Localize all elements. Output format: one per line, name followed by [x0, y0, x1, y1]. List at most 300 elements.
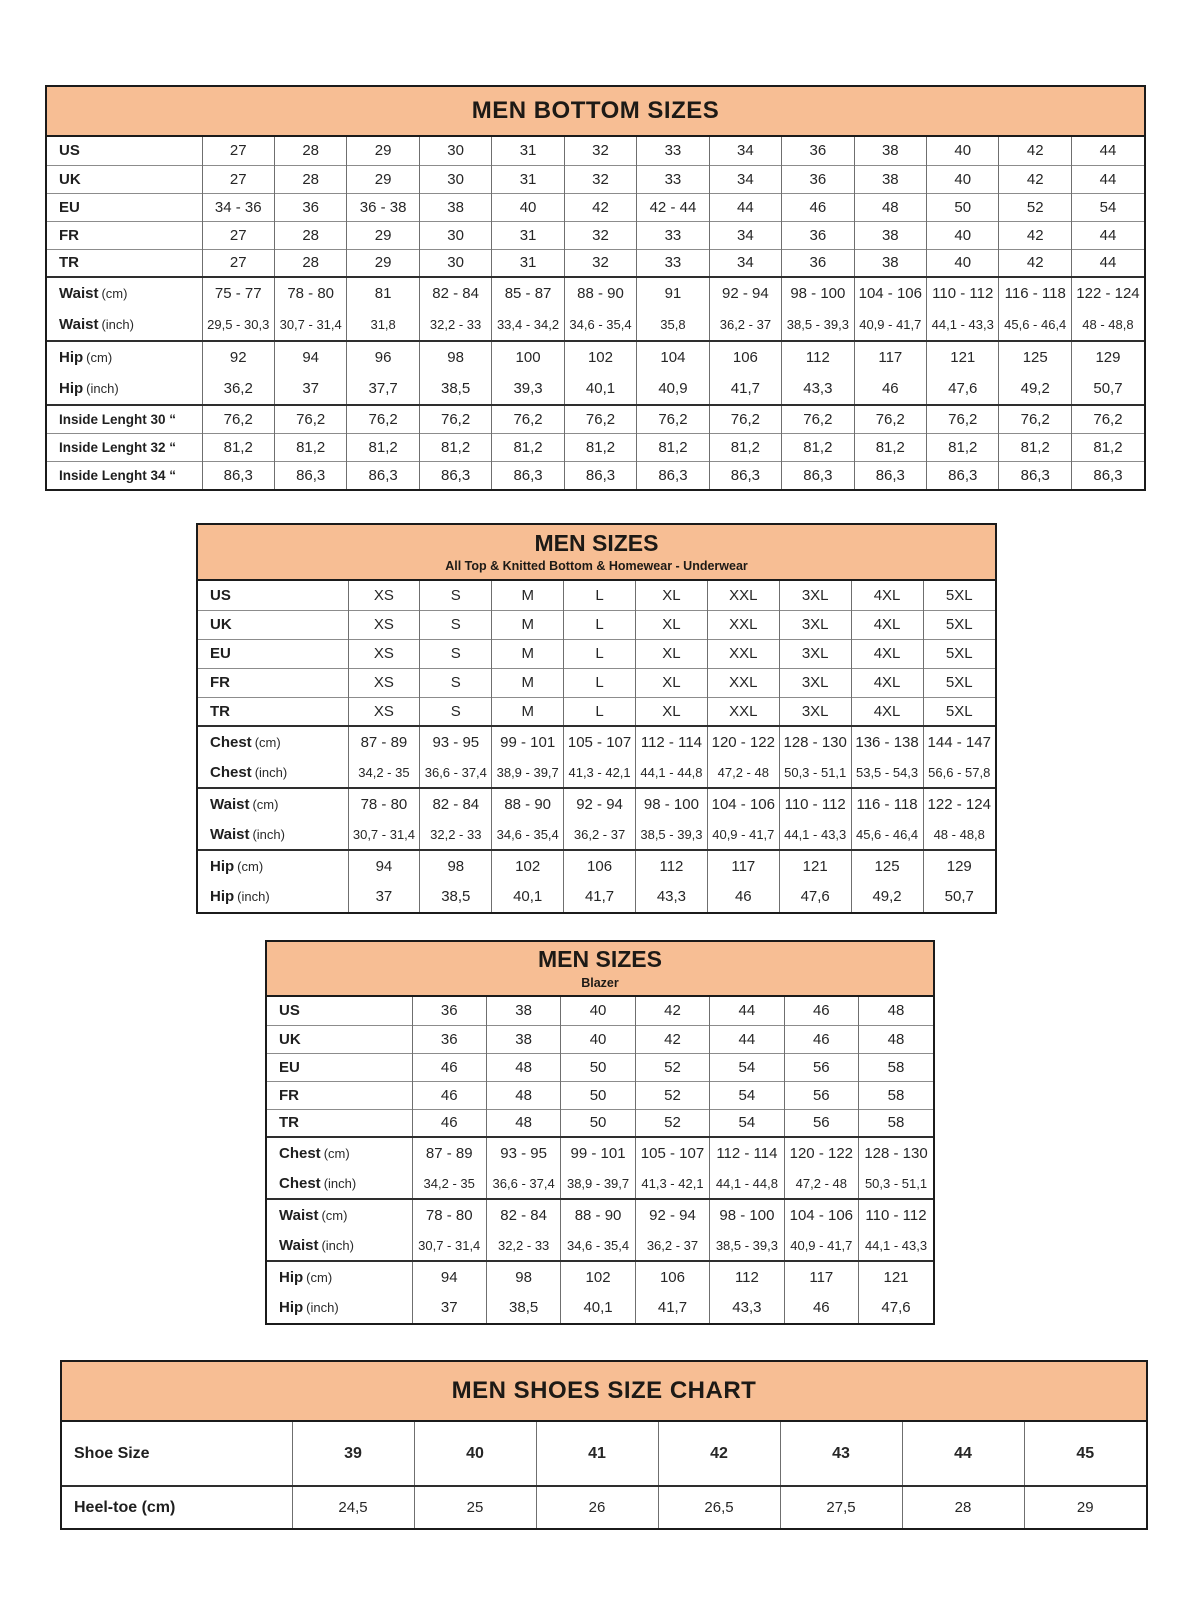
- row-label-unit: (inch): [86, 381, 119, 396]
- table-row: [267, 1025, 933, 1053]
- size-cell: 33,4 - 34,2: [492, 309, 564, 341]
- size-cell: 26: [536, 1486, 658, 1528]
- size-cell: 144 - 147: [923, 726, 995, 757]
- size-cell: 53,5 - 54,3: [851, 757, 923, 788]
- row-label: [47, 341, 202, 373]
- size-cell: 86,3: [1071, 461, 1144, 489]
- size-cell: 3XL: [779, 610, 851, 639]
- size-cell: 106: [564, 850, 636, 881]
- size-cell: 54: [710, 1081, 784, 1109]
- size-cell: 38,5: [419, 373, 491, 405]
- size-cell: 34,6 - 35,4: [564, 309, 636, 341]
- size-cell: 121: [859, 1261, 933, 1292]
- row-label: [47, 249, 202, 277]
- size-cell: 92 - 94: [635, 1199, 709, 1230]
- size-cell: 87 - 89: [412, 1137, 486, 1168]
- row-label-text: Waist: [59, 316, 99, 333]
- size-cell: 29: [347, 165, 419, 193]
- table-row: [267, 1137, 933, 1168]
- table-row: [267, 997, 933, 1025]
- row-label-text: Waist: [279, 1236, 319, 1254]
- size-cell: 56,6 - 57,8: [923, 757, 995, 788]
- size-cell: 29: [347, 249, 419, 277]
- size-cell: 94: [274, 341, 346, 373]
- size-cell: 30,7 - 31,4: [412, 1230, 486, 1261]
- table-row: [198, 697, 995, 726]
- size-cell: 37,7: [347, 373, 419, 405]
- size-cell: XL: [636, 581, 708, 610]
- size-cell: 3XL: [779, 581, 851, 610]
- size-cell: 50: [927, 193, 999, 221]
- row-label: [47, 137, 202, 165]
- size-cell: L: [564, 639, 636, 668]
- size-cell: 46: [412, 1081, 486, 1109]
- size-cell: 81,2: [709, 433, 781, 461]
- size-cell: 112 - 114: [710, 1137, 784, 1168]
- size-cell: 30: [419, 137, 491, 165]
- size-cell: 33: [637, 137, 709, 165]
- size-cell: 38: [486, 1025, 560, 1053]
- size-cell: XXL: [707, 610, 779, 639]
- size-cell: 34,6 - 35,4: [561, 1230, 635, 1261]
- row-label-unit: (cm): [237, 858, 264, 874]
- size-cell: 31,8: [347, 309, 419, 341]
- size-cell: 54: [1071, 193, 1144, 221]
- row-label: [267, 1292, 412, 1323]
- size-cell: L: [564, 610, 636, 639]
- size-cell: 76,2: [564, 405, 636, 433]
- size-cell: 86,3: [492, 461, 564, 489]
- size-cell: 25: [414, 1486, 536, 1528]
- row-label: [198, 757, 348, 788]
- size-cell: 122 - 124: [923, 788, 995, 819]
- size-cell: 46: [412, 1109, 486, 1137]
- table-row: [47, 433, 1144, 461]
- size-cell: XS: [348, 639, 420, 668]
- size-cell: 37: [412, 1292, 486, 1323]
- size-cell: 31: [492, 137, 564, 165]
- size-cell: 52: [999, 193, 1071, 221]
- size-cell: 92 - 94: [709, 277, 781, 309]
- size-cell: 29,5 - 30,3: [202, 309, 274, 341]
- size-cell: 112: [782, 341, 854, 373]
- row-label: [62, 1486, 292, 1528]
- size-cell: 38,5 - 39,3: [710, 1230, 784, 1261]
- size-cell: 136 - 138: [851, 726, 923, 757]
- size-cell: 36,2: [202, 373, 274, 405]
- size-cell: 106: [709, 341, 781, 373]
- size-cell: 48: [859, 1025, 933, 1053]
- size-cell: 36,2 - 37: [635, 1230, 709, 1261]
- row-label-text: UK: [59, 170, 81, 188]
- size-cell: 86,3: [274, 461, 346, 489]
- size-cell: 98 - 100: [636, 788, 708, 819]
- row-label: [267, 1168, 412, 1199]
- size-cell: 91: [637, 277, 709, 309]
- row-label-text: Shoe Size: [74, 1444, 150, 1462]
- size-cell: 110 - 112: [779, 788, 851, 819]
- size-cell: XS: [348, 668, 420, 697]
- size-cell: 42: [635, 997, 709, 1025]
- row-label: [267, 1053, 412, 1081]
- size-cell: 86,3: [637, 461, 709, 489]
- table-title: MEN BOTTOM SIZES: [471, 96, 720, 124]
- table-row: [198, 788, 995, 819]
- size-cell: XL: [636, 668, 708, 697]
- size-cell: 86,3: [347, 461, 419, 489]
- row-label-text: US: [59, 142, 80, 160]
- size-cell: 44: [1071, 137, 1144, 165]
- table-header: [62, 1362, 1146, 1422]
- size-cell: 41,7: [709, 373, 781, 405]
- row-label-text: Inside Lenght 32 “: [59, 439, 177, 455]
- table-row: [198, 819, 995, 850]
- row-label: [47, 373, 202, 405]
- size-cell: 41,3 - 42,1: [564, 757, 636, 788]
- size-cell: 34: [709, 221, 781, 249]
- size-cell: 47,2 - 48: [784, 1168, 858, 1199]
- size-cell: 44,1 - 44,8: [710, 1168, 784, 1199]
- size-cell: 32: [564, 221, 636, 249]
- size-cell: 41,3 - 42,1: [635, 1168, 709, 1199]
- table-row: [267, 1053, 933, 1081]
- size-cell: 110 - 112: [927, 277, 999, 309]
- size-cell: 4XL: [851, 610, 923, 639]
- size-cell: 5XL: [923, 668, 995, 697]
- size-cell: 76,2: [637, 405, 709, 433]
- size-cell: XL: [636, 610, 708, 639]
- size-cell: 48: [859, 997, 933, 1025]
- row-label-text: US: [210, 586, 231, 604]
- size-cell: 82 - 84: [420, 788, 492, 819]
- table-row: [267, 1081, 933, 1109]
- size-cell: 117: [784, 1261, 858, 1292]
- size-cell: 116 - 118: [999, 277, 1071, 309]
- size-cell: 38,5 - 39,3: [782, 309, 854, 341]
- size-cell: 32,2 - 33: [486, 1230, 560, 1261]
- size-cell: 104 - 106: [784, 1199, 858, 1230]
- size-cell: XXL: [707, 639, 779, 668]
- size-cell: 50: [561, 1081, 635, 1109]
- size-cell: 125: [851, 850, 923, 881]
- row-label: [198, 639, 348, 668]
- size-cell: 88 - 90: [492, 788, 564, 819]
- size-cell: 44,1 - 43,3: [927, 309, 999, 341]
- row-label: [267, 1137, 412, 1168]
- size-cell: 33: [637, 221, 709, 249]
- size-cell: 34: [709, 249, 781, 277]
- size-cell: 36: [412, 997, 486, 1025]
- row-label: [47, 221, 202, 249]
- size-cell: 40,9 - 41,7: [707, 819, 779, 850]
- row-label-unit: (inch): [321, 1237, 354, 1253]
- table-title: MEN SIZES: [534, 529, 659, 556]
- row-label-unit: (cm): [252, 796, 279, 812]
- table-row: [267, 1109, 933, 1137]
- men-shoes-size-table: [60, 1360, 1148, 1530]
- size-cell: XXL: [707, 581, 779, 610]
- row-label-text: Chest: [279, 1144, 321, 1162]
- size-cell: 128 - 130: [859, 1137, 933, 1168]
- row-label: [47, 165, 202, 193]
- size-cell: 28: [274, 137, 346, 165]
- size-cell: 76,2: [419, 405, 491, 433]
- row-label-unit: (inch): [237, 889, 270, 904]
- size-grid: [198, 581, 995, 912]
- size-cell: XL: [636, 639, 708, 668]
- size-cell: 50,3 - 51,1: [779, 757, 851, 788]
- size-cell: 99 - 101: [561, 1137, 635, 1168]
- size-cell: 81,2: [927, 433, 999, 461]
- size-cell: 38: [854, 249, 926, 277]
- size-cell: 36: [782, 221, 854, 249]
- size-cell: 99 - 101: [492, 726, 564, 757]
- size-cell: 112: [636, 850, 708, 881]
- size-cell: 52: [635, 1053, 709, 1081]
- size-cell: 32: [564, 137, 636, 165]
- row-label-text: Hip: [210, 888, 235, 905]
- size-cell: 44: [710, 1025, 784, 1053]
- size-cell: 38,5 - 39,3: [636, 819, 708, 850]
- size-cell: 81: [347, 277, 419, 309]
- row-label: [47, 461, 202, 489]
- size-cell: 46: [854, 373, 926, 405]
- size-cell: 48: [486, 1053, 560, 1081]
- size-cell: 29: [347, 221, 419, 249]
- size-cell: 93 - 95: [420, 726, 492, 757]
- size-cell: 27: [202, 221, 274, 249]
- size-cell: 36: [782, 249, 854, 277]
- size-cell: 42: [999, 221, 1071, 249]
- size-cell: 98: [420, 850, 492, 881]
- size-cell: 121: [927, 341, 999, 373]
- row-label-text: Hip: [59, 380, 84, 397]
- size-cell: 81,2: [782, 433, 854, 461]
- row-label: [47, 405, 202, 433]
- size-cell: 40: [927, 137, 999, 165]
- row-label: [198, 668, 348, 697]
- size-cell: 76,2: [202, 405, 274, 433]
- row-label: [62, 1422, 292, 1486]
- size-cell: 78 - 80: [348, 788, 420, 819]
- size-cell: 81,2: [564, 433, 636, 461]
- size-cell: 105 - 107: [564, 726, 636, 757]
- size-cell: 47,6: [927, 373, 999, 405]
- row-label-unit: (cm): [86, 350, 113, 365]
- size-cell: 46: [784, 1025, 858, 1053]
- size-cell: XS: [348, 697, 420, 726]
- row-label-text: UK: [210, 616, 232, 633]
- row-label: [267, 1025, 412, 1053]
- size-cell: 100: [492, 341, 564, 373]
- row-label-unit: (cm): [306, 1269, 333, 1285]
- row-label-unit: (cm): [323, 1145, 350, 1161]
- table-row: [198, 881, 995, 912]
- size-cell: 42: [658, 1422, 780, 1486]
- size-cell: 52: [635, 1109, 709, 1137]
- size-cell: 120 - 122: [707, 726, 779, 757]
- size-cell: 78 - 80: [274, 277, 346, 309]
- size-cell: 112: [710, 1261, 784, 1292]
- table-row: [47, 221, 1144, 249]
- row-label: [267, 997, 412, 1025]
- size-cell: 129: [923, 850, 995, 881]
- size-cell: 86,3: [927, 461, 999, 489]
- size-cell: 46: [784, 1292, 858, 1323]
- size-cell: 36,2 - 37: [564, 819, 636, 850]
- row-label: [267, 1199, 412, 1230]
- size-cell: 106: [635, 1261, 709, 1292]
- table-row: [198, 757, 995, 788]
- size-cell: XXL: [707, 697, 779, 726]
- size-cell: 94: [348, 850, 420, 881]
- size-cell: 42: [999, 137, 1071, 165]
- size-cell: 46: [707, 881, 779, 912]
- size-cell: 86,3: [419, 461, 491, 489]
- row-label: [198, 819, 348, 850]
- row-label-unit: (inch): [101, 317, 134, 332]
- table-row: [267, 1168, 933, 1199]
- table-header: [267, 942, 933, 997]
- row-label-text: EU: [279, 1058, 300, 1076]
- size-cell: 27: [202, 137, 274, 165]
- row-label: [198, 850, 348, 881]
- size-cell: M: [492, 610, 564, 639]
- size-cell: 96: [347, 341, 419, 373]
- size-cell: 76,2: [274, 405, 346, 433]
- size-cell: S: [420, 639, 492, 668]
- size-cell: 38: [854, 165, 926, 193]
- size-cell: 40: [561, 1025, 635, 1053]
- row-label: [267, 1230, 412, 1261]
- size-cell: 54: [710, 1053, 784, 1081]
- size-cell: 38: [486, 997, 560, 1025]
- size-cell: L: [564, 668, 636, 697]
- size-cell: 36,6 - 37,4: [420, 757, 492, 788]
- row-label-unit: (inch): [306, 1300, 339, 1315]
- size-cell: 50,3 - 51,1: [859, 1168, 933, 1199]
- row-label-text: Hip: [210, 857, 235, 875]
- size-cell: 81,2: [347, 433, 419, 461]
- size-cell: 116 - 118: [851, 788, 923, 819]
- size-cell: 98: [486, 1261, 560, 1292]
- size-cell: 76,2: [854, 405, 926, 433]
- size-cell: 43,3: [782, 373, 854, 405]
- size-cell: 44: [709, 193, 781, 221]
- size-cell: 32: [564, 249, 636, 277]
- size-cell: 24,5: [292, 1486, 414, 1528]
- size-cell: 81,2: [202, 433, 274, 461]
- size-cell: M: [492, 581, 564, 610]
- size-cell: 40,9 - 41,7: [854, 309, 926, 341]
- size-cell: 36: [782, 137, 854, 165]
- table-title: MEN SIZES: [538, 946, 662, 973]
- table-row: [198, 581, 995, 610]
- size-cell: 81,2: [492, 433, 564, 461]
- size-grid: [47, 137, 1144, 489]
- size-cell: 86,3: [202, 461, 274, 489]
- size-cell: 50,7: [923, 881, 995, 912]
- size-cell: 32,2 - 33: [420, 819, 492, 850]
- size-cell: 36 - 38: [347, 193, 419, 221]
- row-label-text: Waist: [210, 825, 250, 843]
- size-cell: 34: [709, 165, 781, 193]
- size-cell: 31: [492, 249, 564, 277]
- table-row: [47, 249, 1144, 277]
- size-cell: 44: [1071, 249, 1144, 277]
- size-cell: 87 - 89: [348, 726, 420, 757]
- row-label-text: Chest: [279, 1174, 321, 1192]
- size-cell: 44: [1071, 221, 1144, 249]
- size-cell: 43: [780, 1422, 902, 1486]
- table-row: [267, 1261, 933, 1292]
- size-cell: 30: [419, 249, 491, 277]
- size-cell: 76,2: [999, 405, 1071, 433]
- row-label-text: UK: [279, 1030, 301, 1048]
- row-label-unit: (inch): [252, 826, 285, 842]
- row-label: [198, 610, 348, 639]
- table-row: [62, 1486, 1146, 1528]
- size-cell: 29: [1024, 1486, 1146, 1528]
- row-label: [198, 788, 348, 819]
- table-row: [47, 309, 1144, 341]
- size-cell: 5XL: [923, 581, 995, 610]
- row-label: [198, 581, 348, 610]
- size-cell: 110 - 112: [859, 1199, 933, 1230]
- size-cell: 34: [709, 137, 781, 165]
- size-cell: 76,2: [782, 405, 854, 433]
- size-cell: 47,6: [859, 1292, 933, 1323]
- size-cell: 34,6 - 35,4: [492, 819, 564, 850]
- size-cell: XS: [348, 581, 420, 610]
- size-grid: [267, 997, 933, 1323]
- size-cell: 34,2 - 35: [348, 757, 420, 788]
- size-cell: 33: [637, 249, 709, 277]
- size-cell: XL: [636, 697, 708, 726]
- size-grid: [62, 1422, 1146, 1528]
- table-row: [47, 165, 1144, 193]
- table-subtitle: Blazer: [581, 975, 619, 990]
- size-cell: 52: [635, 1081, 709, 1109]
- size-cell: 28: [274, 165, 346, 193]
- size-cell: 40: [492, 193, 564, 221]
- size-cell: 27,5: [780, 1486, 902, 1528]
- row-label: [198, 726, 348, 757]
- size-cell: 4XL: [851, 668, 923, 697]
- table-row: [47, 341, 1144, 373]
- size-cell: 50: [561, 1053, 635, 1081]
- size-cell: 34,2 - 35: [412, 1168, 486, 1199]
- size-cell: 38: [419, 193, 491, 221]
- size-cell: 88 - 90: [561, 1199, 635, 1230]
- table-row: [267, 1199, 933, 1230]
- table-row: [47, 373, 1144, 405]
- size-cell: 4XL: [851, 581, 923, 610]
- size-cell: 5XL: [923, 610, 995, 639]
- size-cell: 102: [564, 341, 636, 373]
- size-cell: 40: [927, 165, 999, 193]
- size-cell: 128 - 130: [779, 726, 851, 757]
- row-label-text: Inside Lenght 34 “: [59, 467, 177, 483]
- size-cell: 102: [561, 1261, 635, 1292]
- size-cell: 3XL: [779, 639, 851, 668]
- men-bottom-sizes-table: [45, 85, 1146, 491]
- size-cell: 48: [486, 1081, 560, 1109]
- row-label-text: Hip: [279, 1268, 304, 1286]
- size-cell: 36: [782, 165, 854, 193]
- row-label-text: Chest: [210, 763, 252, 781]
- size-cell: 122 - 124: [1071, 277, 1144, 309]
